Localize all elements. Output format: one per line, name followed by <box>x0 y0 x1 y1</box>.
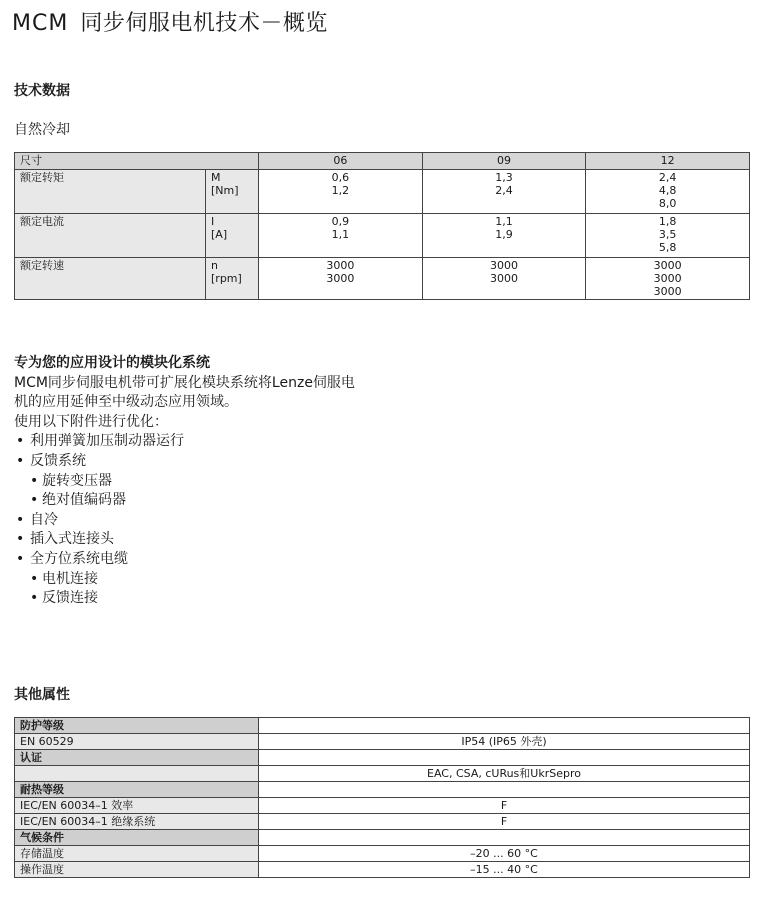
table-row <box>15 782 750 798</box>
value: 1,2 <box>331 184 350 197</box>
table-row <box>15 798 750 814</box>
prop-value: IP54 (IP65 外壳) <box>259 734 750 750</box>
prop-label: EN 60529 <box>15 734 259 750</box>
unit: [rpm] <box>211 272 242 285</box>
group-value <box>259 718 750 734</box>
list-item: • 电机连接 <box>14 570 355 590</box>
page-title <box>12 6 328 37</box>
brand-name: MCM <box>12 11 69 36</box>
value: 3,5 <box>658 228 677 241</box>
modular-heading: 专为您的应用设计的模块化系统 <box>14 355 210 371</box>
symbol: n <box>211 259 218 272</box>
value: 4,8 <box>658 184 677 197</box>
table-row <box>15 830 750 846</box>
size-06: 06 <box>259 153 423 170</box>
table-row <box>15 718 750 734</box>
list-item: • 反馈系统 <box>14 452 355 472</box>
table-row <box>15 214 750 258</box>
value: 0,6 <box>331 171 350 184</box>
table-row <box>15 846 750 862</box>
value-cell <box>586 170 750 214</box>
prop-label: 操作温度 <box>15 862 259 878</box>
accessory-list <box>14 432 355 608</box>
value: 1,3 <box>495 171 513 184</box>
prop-label: 存储温度 <box>15 846 259 862</box>
prop-label <box>15 766 259 782</box>
value: 0,9 <box>331 215 350 228</box>
value: 3000 <box>653 285 682 298</box>
list-item: • 旋转变压器 <box>14 472 355 492</box>
row-unit <box>206 170 259 214</box>
list-item: • 利用弹簧加压制动器运行 <box>14 432 355 452</box>
size-09: 09 <box>422 153 586 170</box>
row-label: 额定转矩 <box>15 170 206 214</box>
modular-section <box>14 354 355 609</box>
prop-label: IEC/EN 60034–1 绝缘系统 <box>15 814 259 830</box>
row-label: 额定电流 <box>15 214 206 258</box>
list-item: • 绝对值编码器 <box>14 491 355 511</box>
group-label: 防护等级 <box>15 718 259 734</box>
value: 1,9 <box>495 228 513 241</box>
props-table <box>14 717 750 878</box>
value: 8,0 <box>658 197 677 210</box>
value: 1,1 <box>495 215 513 228</box>
value-cell <box>586 214 750 258</box>
table-row <box>15 750 750 766</box>
unit: [Nm] <box>211 184 239 197</box>
prop-label: IEC/EN 60034–1 效率 <box>15 798 259 814</box>
page-title-text: 同步伺服电机技术－概览 <box>80 11 328 36</box>
value: 3000 <box>653 259 682 272</box>
value: 2,4 <box>658 171 677 184</box>
group-label: 认证 <box>15 750 259 766</box>
value-cell <box>259 170 423 214</box>
tech-heading: 技术数据 <box>14 83 70 99</box>
prop-value: EAC, CSA, cURus和UkrSepro <box>259 766 750 782</box>
list-item: • 插入式连接头 <box>14 530 355 550</box>
value-cell <box>259 258 423 300</box>
table-row <box>15 258 750 300</box>
row-unit <box>206 214 259 258</box>
row-label: 额定转速 <box>15 258 206 300</box>
value-cell <box>422 258 586 300</box>
value: 3000 <box>326 272 355 285</box>
value-cell <box>422 214 586 258</box>
group-value <box>259 830 750 846</box>
value: 1,1 <box>331 228 350 241</box>
prop-value: F <box>259 798 750 814</box>
symbol: I <box>211 215 215 228</box>
value: 3000 <box>326 259 355 272</box>
group-value <box>259 782 750 798</box>
props-heading: 其他属性 <box>14 687 70 703</box>
list-item: • 反馈连接 <box>14 589 355 609</box>
value: 5,8 <box>658 241 677 254</box>
value-cell <box>422 170 586 214</box>
unit: [A] <box>211 228 228 241</box>
value: 1,8 <box>658 215 677 228</box>
value: 3000 <box>489 259 518 272</box>
modular-paragraph: 使用以下附件进行优化： <box>14 413 168 430</box>
table-row <box>15 170 750 214</box>
table-row <box>15 766 750 782</box>
prop-value: –15 ... 40 °C <box>259 862 750 878</box>
group-value <box>259 750 750 766</box>
list-item: • 自冷 <box>14 511 355 531</box>
prop-value: –20 ... 60 °C <box>259 846 750 862</box>
table-row <box>15 862 750 878</box>
table-row <box>15 814 750 830</box>
row-unit <box>206 258 259 300</box>
group-label: 耐热等级 <box>15 782 259 798</box>
list-item: • 全方位系统电缆 <box>14 550 355 570</box>
group-label: 气候条件 <box>15 830 259 846</box>
prop-value: F <box>259 814 750 830</box>
tech-table <box>14 152 750 300</box>
table-header-row <box>15 153 750 170</box>
value: 2,4 <box>495 184 513 197</box>
table-row <box>15 734 750 750</box>
tech-subtitle: 自然冷却 <box>14 122 70 138</box>
value: 3000 <box>653 272 682 285</box>
symbol: M <box>211 171 221 184</box>
modular-paragraph: MCM同步伺服电机带可扩展化模块系统将Lenze伺服电 <box>14 374 355 391</box>
size-label: 尺寸 <box>15 153 259 170</box>
value-cell <box>259 214 423 258</box>
value-cell <box>586 258 750 300</box>
modular-paragraph: 机的应用延伸至中级动态应用领域。 <box>14 394 238 411</box>
value: 3000 <box>489 272 518 285</box>
size-12: 12 <box>586 153 750 170</box>
